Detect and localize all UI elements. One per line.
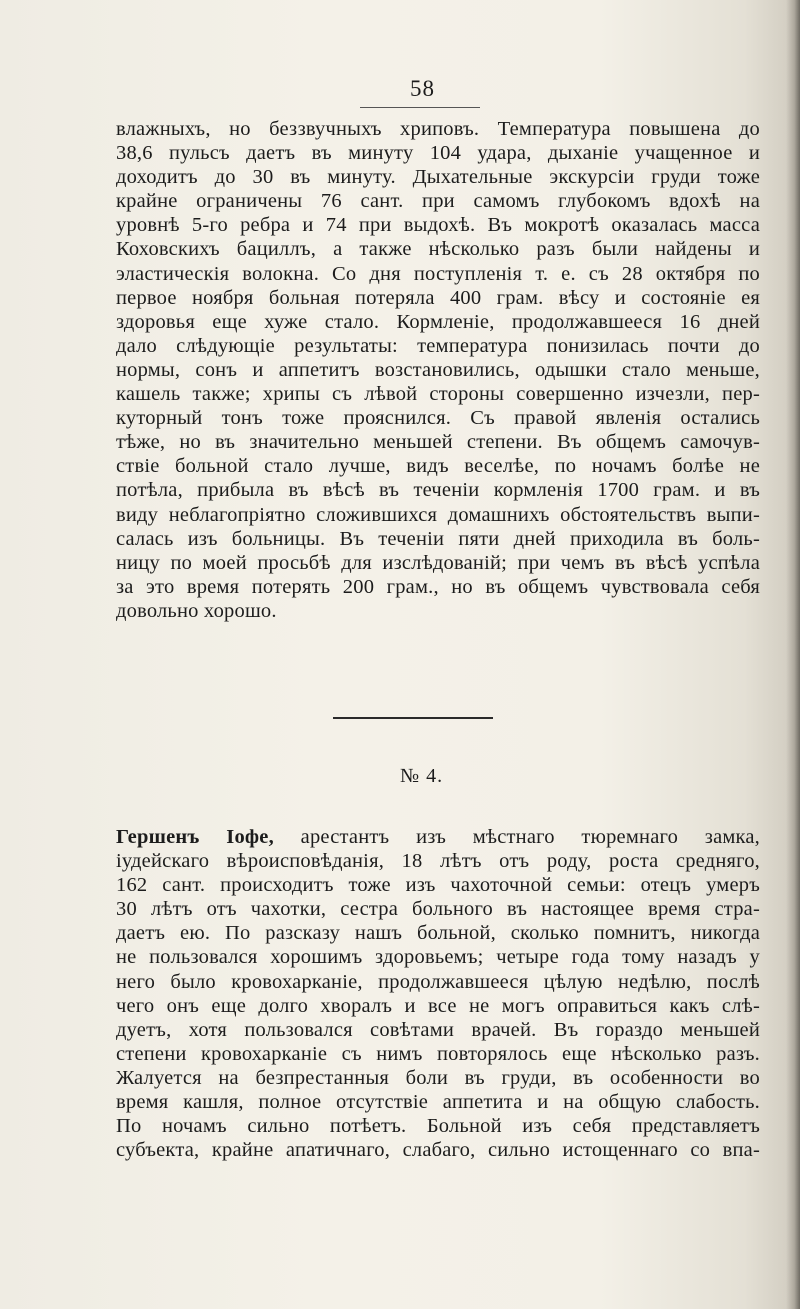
text-line: степени кровохарканіе съ нимъ повторялось еще нѣсколько разъ. — [116, 1042, 760, 1065]
text-line: эластическія волокна. Со дня поступленія т. е. съ 28 октября по — [116, 262, 760, 285]
text-line: уровнѣ 5-го ребра и 74 при выдохѣ. Въ мокротѣ оказалась масса — [116, 214, 760, 237]
text-line-first — [116, 825, 760, 849]
page-number: 58 — [410, 76, 435, 101]
text-line: Коховскихъ бациллъ, а также нѣсколько разъ были найдены и — [116, 238, 760, 261]
text-line: куторный тонъ тоже прояснился. Съ правой явленія остались — [116, 407, 760, 430]
text-line: влажныхъ, но беззвучныхъ хриповъ. Температура повышена до — [116, 118, 760, 140]
paragraph-case-3-continuation — [116, 117, 760, 623]
text-line: Жалуется на безпрестанныя боли въ груди, въ особенности во — [116, 1066, 760, 1089]
text-line: нормы, сонъ и аппетитъ возстановились, одышки стало меньше, — [116, 358, 760, 381]
text-line: кашель также; хрипы съ лѣвой стороны совершенно изчезли, пер- — [116, 383, 760, 406]
text-line: ствіе больной стало лучше, видъ веселѣе, по ночамъ болѣе не — [116, 455, 760, 478]
text-line: дало слѣдующіе результаты: температура понизилась почти до — [116, 334, 760, 357]
text-line: 38,6 пульсъ даетъ въ минуту 104 удара, дыханіе учащенное и — [116, 142, 760, 165]
text-line: чего онъ еще долго хворалъ и все не могъ оправиться какъ слѣ- — [116, 994, 760, 1017]
text-line: него было кровохарканіе, продолжавшееся цѣлую недѣлю, послѣ — [116, 970, 760, 993]
text-line: доходитъ до 30 въ минуту. Дыхательные экскурсіи груди тоже — [116, 166, 760, 189]
text-line: ницу по моей просьбѣ для изслѣдованій; при чемъ въ вѣсѣ успѣла — [116, 551, 760, 574]
text-line: здоровья еще хуже стало. Кормленіе, продолжавшееся 16 дней — [116, 310, 760, 333]
text-line: даетъ ею. По разсказу нашъ больной, сколько помнитъ, никогда — [116, 922, 760, 945]
header-rule — [360, 107, 480, 108]
text-line: салась изъ больницы. Въ теченіи пяти дней приходила въ боль- — [116, 527, 760, 550]
text-line: довольно хорошо. — [116, 599, 277, 622]
text-line: іудейскаго вѣроисповѣданія, 18 лѣтъ отъ роду, роста средняго, — [116, 850, 760, 873]
text-line: потѣла, прибыла въ вѣсѣ въ теченіи кормленія 1700 грам. и въ — [116, 479, 760, 502]
text-line: дуетъ, хотя пользовался совѣтами врачей. Въ гораздо меньшей — [116, 1018, 760, 1041]
text-line: крайне ограничены 76 сант. при самомъ глубокомъ вдохѣ на — [116, 190, 760, 213]
text-line: первое ноября больная потеряла 400 грам. вѣсу и состояніе ея — [116, 286, 760, 309]
text-line: субъекта, крайне апатичнаго, слабаго, сильно истощеннаго со впа- — [116, 1139, 760, 1162]
paragraph-case-4 — [116, 825, 760, 1162]
text-line: 30 лѣтъ отъ чахотки, сестра больного въ настоящее время стра- — [116, 898, 760, 921]
text-line: виду неблагопріятно сложившихся домашнихъ обстоятельствъ выпи- — [116, 503, 760, 526]
section-separator — [333, 717, 493, 719]
patient-name: Гершенъ Іофе, — [116, 826, 274, 848]
page-edge-shadow — [786, 0, 800, 1309]
text-line: По ночамъ сильно потѣетъ. Больной изъ себя представляетъ — [116, 1115, 760, 1138]
text-line: тѣже, но въ значительно меньшей степени. Въ общемъ самочув- — [116, 431, 760, 454]
case-heading: № 4. — [400, 765, 444, 787]
text-line: не пользовался хорошимъ здоровьемъ; четыре года тому назадъ у — [116, 946, 760, 969]
text-line-rest: арестантъ изъ мѣстнаго тюремнаго замка, — [300, 826, 760, 848]
text-line: время кашля, полное отсутствіе аппетита и на общую слабость. — [116, 1091, 760, 1114]
text-line: 162 сант. происходитъ тоже изъ чахоточной семьи: отецъ умеръ — [116, 874, 760, 897]
text-line: за это время потерять 200 грам., но въ общемъ чувствовала себя — [116, 575, 760, 598]
